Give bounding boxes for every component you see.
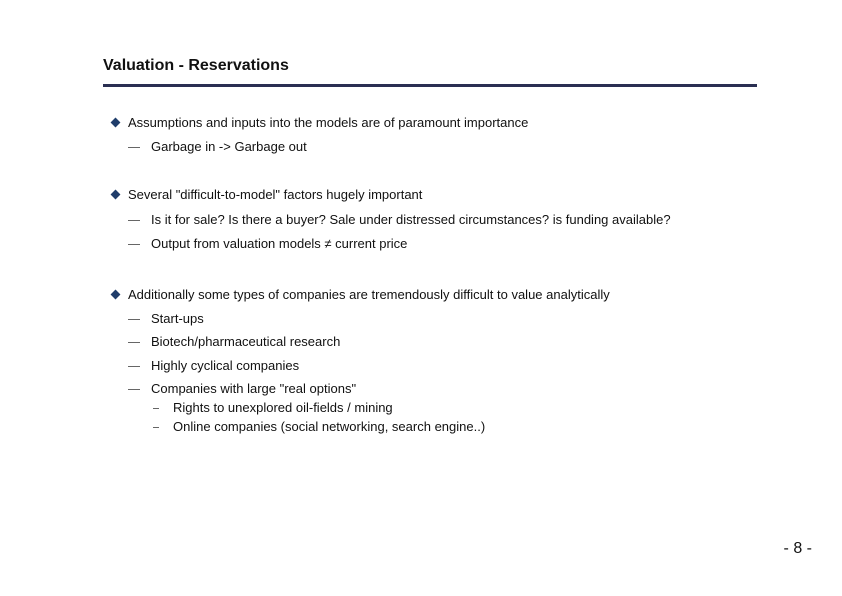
bullet-text: Several "difficult-to-model" factors hugely important [128, 187, 423, 202]
dash-icon [128, 366, 140, 367]
sub-item-text: Is it for sale? Is there a buyer? Sale under distressed circumstances? is funding available? [151, 212, 671, 227]
slide-title: Valuation - Reservations [103, 57, 289, 74]
diamond-bullet-icon [111, 118, 121, 128]
bullet-text: Assumptions and inputs into the models are of paramount importance [128, 115, 529, 130]
en-dash-icon [153, 427, 159, 428]
diamond-bullet-icon [111, 190, 121, 200]
sub-item-text: Companies with large "real options" [151, 381, 357, 396]
en-dash-icon [153, 408, 159, 409]
bullet-text: Additionally some types of companies are tremendously difficult to value analytically [128, 287, 610, 302]
diamond-bullet-icon [111, 290, 121, 300]
sub-item-text: Start-ups [151, 311, 204, 326]
dash-icon [128, 389, 140, 390]
sub-item-text: Highly cyclical companies [151, 358, 300, 373]
page-number: - 8 - [783, 540, 812, 557]
sub-sub-item-text: Online companies (social networking, search engine..) [173, 419, 486, 434]
dash-icon [128, 319, 140, 320]
sub-sub-item-text: Rights to unexplored oil-fields / mining [173, 400, 393, 415]
dash-icon [128, 342, 140, 343]
dash-icon [128, 220, 140, 221]
title-rule [103, 84, 757, 87]
sub-item-text: Garbage in -> Garbage out [151, 139, 307, 154]
dash-icon [128, 147, 140, 148]
sub-item-text: Biotech/pharmaceutical research [151, 334, 341, 349]
sub-item-text: Output from valuation models ≠ current price [151, 236, 408, 251]
dash-icon [128, 244, 140, 245]
